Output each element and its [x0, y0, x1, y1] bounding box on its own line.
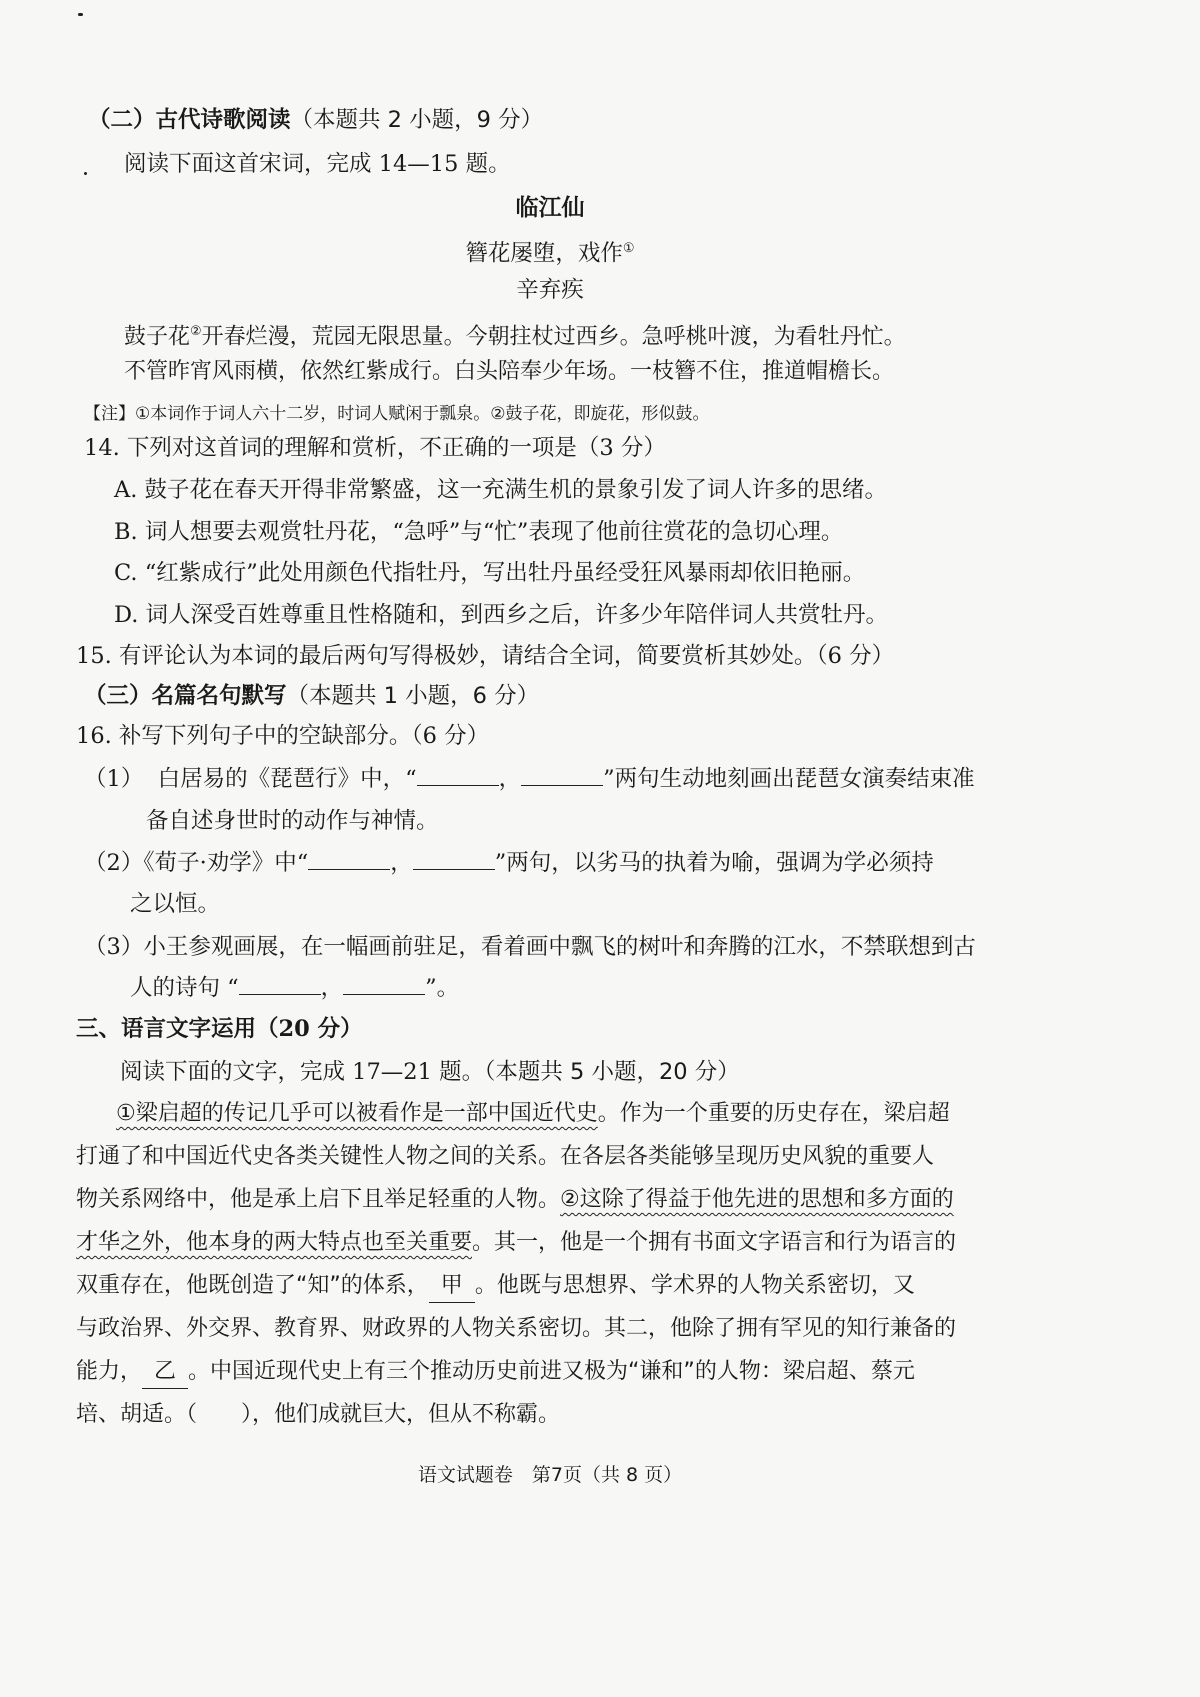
passage-text: 。作为一个重要的历史存在，梁启超: [597, 1101, 950, 1126]
scan-speck: [78, 13, 83, 16]
item-number: （3）: [84, 934, 144, 960]
passage-line: [76, 1356, 915, 1389]
answer-blank[interactable]: [521, 763, 603, 786]
passage-line: [76, 1270, 915, 1303]
item-text: ，: [498, 766, 522, 792]
item-number: （1）: [84, 766, 144, 792]
poem-line-text: 开春烂漫，荒园无限思量。今朝拄杖过西乡。急呼桃叶渡，为看牡丹忙。: [201, 324, 906, 350]
section-score-note: （本题共 1 小题，6 分）: [286, 683, 540, 709]
q16-item-1: [84, 763, 975, 795]
footnote-marker: ①: [622, 241, 635, 256]
item-text: ，: [390, 850, 413, 876]
scan-speck: [84, 172, 87, 175]
item-continuation: 之以恒。: [130, 891, 221, 917]
section-score-note: （本题共 2 小题，9 分）: [290, 107, 544, 133]
underlined-sentence-2: ②这除了得益于他先进的思想和多方面的: [560, 1187, 954, 1212]
item-text: 《荀子·劝学》中“: [143, 850, 309, 876]
item-text: ，: [320, 975, 344, 1001]
underlined-sentence-1: ①梁启超的传记几乎可以被看作是一部中国近代史: [116, 1101, 598, 1126]
poem-title: 临江仙: [515, 194, 585, 221]
passage-text: 物关系网络中，他是承上启下且举足轻重的人物。: [76, 1187, 561, 1212]
poem-line: [124, 316, 906, 353]
passage-text: 能力，: [76, 1359, 143, 1384]
passage-line: 与政治界、外交界、教育界、财政界的人物关系密切。其二，他除了拥有罕见的知行兼备的: [76, 1316, 957, 1341]
section-heading: [88, 104, 543, 136]
item-text: ”两句生动地刻画出琵琶女演奏结束准: [603, 766, 975, 792]
item-text: 白居易的《琵琶行》中，“: [157, 766, 417, 792]
item-text: ”两句，以劣马的执着为喻，强调为学必须持: [494, 850, 934, 876]
part-heading: 三、语言文字运用（20 分）: [76, 1016, 363, 1042]
choice-a: A. 鼓子花在春天开得非常繁盛，这一充满生机的景象引发了词人许多的思绪。: [114, 477, 888, 503]
poem-author: 辛弃疾: [516, 277, 584, 303]
choice-b: B. 词人想要去观赏牡丹花，“急呼”与“忙”表现了他前往赏花的急切心理。: [114, 519, 844, 545]
passage-line: [116, 1098, 950, 1130]
passage-text: 双重存在，他既创造了“知”的体系，: [76, 1273, 429, 1298]
passage-text: 。中国近现代史上有三个推动历史前进又极为“谦和”的人物：梁启超、蔡元: [188, 1359, 915, 1384]
passage-line: 培、胡适。（ ），他们成就巨大，但从不称霸。: [76, 1402, 561, 1427]
answer-blank[interactable]: [308, 847, 390, 870]
choice-d: D. 词人深受百姓尊重且性格随和，到西乡之后，许多少年陪伴词人共赏牡丹。: [114, 602, 889, 628]
item-continuation: 备自述身世时的动作与神情。: [146, 808, 439, 834]
q16-item-2: [84, 847, 934, 879]
poem-line: 不管昨宵风雨横，依然红紫成行。白头陪奉少年场。一枝簪不住，推道帽檐长。: [124, 359, 895, 384]
passage-line: [76, 1184, 954, 1216]
item-text: ”。: [425, 975, 460, 1001]
answer-blank[interactable]: [413, 847, 495, 870]
choice-c: C. “红紫成行”此处用颜色代指牡丹，写出牡丹虽经受狂风暴雨却依旧艳丽。: [114, 560, 866, 586]
item-continuation: [130, 972, 459, 1004]
blank-yi[interactable]: 乙: [142, 1356, 188, 1389]
section-title: （三）名篇名句默写: [84, 683, 287, 709]
poem-line-text: 鼓子花: [124, 324, 191, 350]
question-stem: 16. 补写下列句子中的空缺部分。（6 分）: [76, 723, 490, 749]
item-text: 人的诗句 “: [130, 975, 239, 1001]
passage-text: 。其一，他是一个拥有书面文字语言和行为语言的: [472, 1230, 957, 1255]
question-stem: 15. 有评论认为本词的最后两句写得极妙，请结合全词，简要赏析其妙处。（6 分）: [76, 643, 895, 669]
underlined-sentence-2-cont: 才华之外，他本身的两大特点也至关重要: [76, 1230, 473, 1255]
item-text: 小王参观画展，在一幅画前驻足，看着画中飘飞的树叶和奔腾的江水，不禁联想到古: [143, 934, 976, 960]
section-title: （二）古代诗歌阅读: [88, 107, 291, 133]
instruction-text: 阅读下面这首宋词，完成 14—15 题。: [124, 151, 511, 177]
answer-blank[interactable]: [343, 972, 425, 995]
footnote-marker: ②: [190, 324, 202, 339]
blank-jia[interactable]: 甲: [429, 1270, 475, 1303]
poem-subtitle-text: 簪花屡堕，戏作: [465, 240, 623, 267]
q16-item-3: [84, 931, 976, 963]
instruction-text: 阅读下面的文字，完成 17—21 题。: [120, 1059, 485, 1085]
instruction-line: [120, 1056, 740, 1088]
passage-line: 打通了和中国近代史各类关键性人物之间的关系。在各层各类能够呈现历史风貌的重要人: [76, 1144, 935, 1169]
answer-blank[interactable]: [417, 763, 499, 786]
section-heading: [84, 680, 539, 712]
instruction-score-note: （本题共 5 小题，20 分）: [484, 1059, 740, 1085]
poem-subtitle: [0, 233, 1100, 270]
page-footer: 语文试题卷 第7页（共 8 页）: [417, 1464, 683, 1486]
answer-blank[interactable]: [239, 972, 321, 995]
passage-text: 。他既与思想界、学术界的人物关系密切，又: [474, 1273, 915, 1298]
poem-note: 【注】①本词作于词人六十二岁，时词人赋闲于瓢泉。②鼓子花，即旋花，形似鼓。: [84, 404, 710, 424]
passage-line: [76, 1227, 956, 1259]
question-stem: 14. 下列对这首词的理解和赏析，不正确的一项是（3 分）: [84, 435, 666, 461]
item-number: （2）: [84, 850, 144, 876]
